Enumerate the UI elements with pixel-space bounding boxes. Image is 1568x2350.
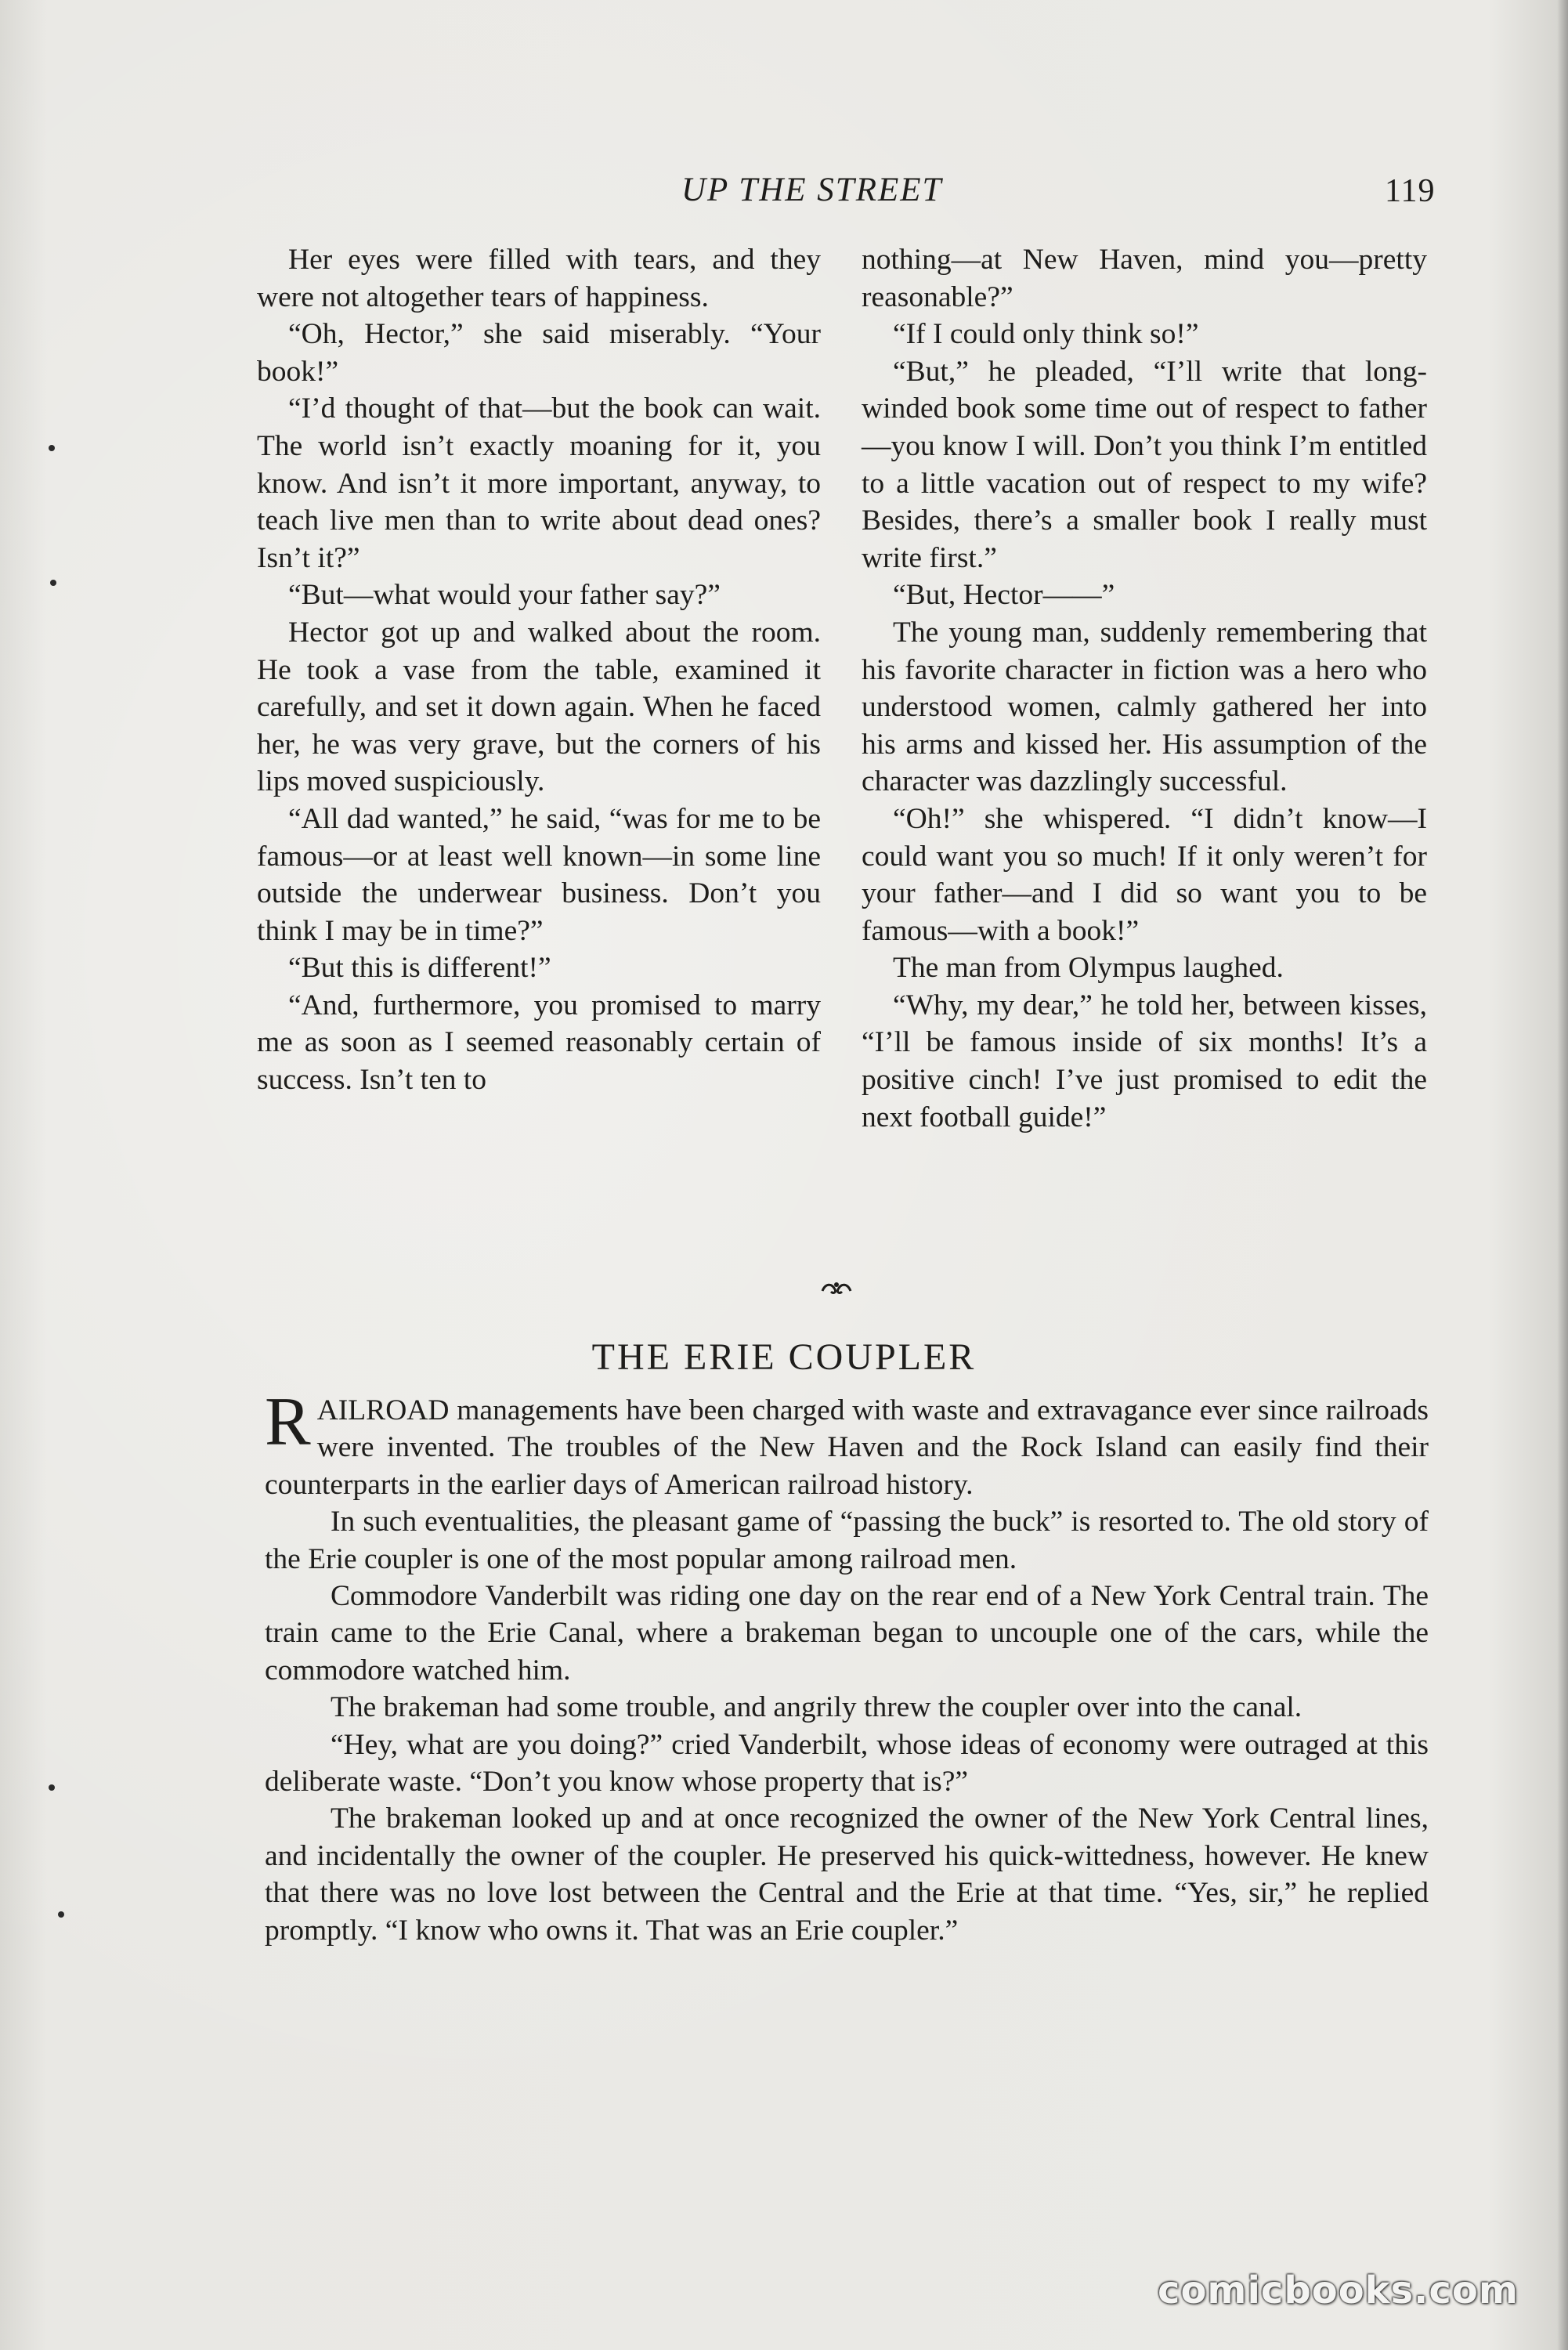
paragraph: “Oh!” she whispered. “I didn’t know—I could want you so much! If it only weren’t for your father—and I did so want you to be famous—with a book!” (862, 802, 1427, 947)
section-ornament-icon (819, 1278, 854, 1297)
paragraph: “Oh, Hector,” she said miserably. “Your book!” (257, 318, 821, 388)
paragraph: “But—what would your father say?” (288, 579, 721, 612)
right-column (862, 241, 1427, 1136)
paragraph: “But this is different!” (288, 952, 551, 985)
paragraph: In such eventualities, the pleasant game of “passing the buck” is resorted to. The old story of the Erie coupler is one of the most popular among railroad men. (265, 1506, 1429, 1575)
article-body (265, 1384, 1429, 1949)
continuation-paragraph: nothing—at New Haven, mind you—pretty reasonable?” (862, 244, 1427, 313)
binding-hole-mark (50, 580, 56, 586)
binding-hole-mark (49, 1784, 55, 1791)
paragraph: “And, furthermore, you promised to marry me as soon as I seemed reasonably certain of success. Isn’t ten to (257, 989, 821, 1097)
drop-cap: R (265, 1384, 311, 1460)
paragraph: “I’d thought of that—but the book can wait. The world isn’t exactly moaning for it, you know. And isn’t it more important, anyway, to teach live men than to write about dead ones? Isn’t it?” (257, 392, 821, 574)
paragraph: “If I could only think so!” (893, 318, 1199, 351)
running-title: UP THE STREET (681, 172, 943, 208)
first-paragraph-text: AILROAD managements have been charged with waste and extravagance ever since railroads were invented. The troubles of the New Haven and the Rock Island can easily find their counterparts in the earlier days of American railroad history. (265, 1394, 1429, 1501)
paragraph: “Hey, what are you doing?” cried Vanderbilt, whose ideas of economy were outraged at this deliberate waste. “Don’t you know whose property that is?” (265, 1728, 1429, 1799)
paragraph: Hector got up and walked about the room. He took a vase from the table, examined it carefully, and set it down again. When he faced her, he was very grave, but the corners of his lips moved suspiciously. (257, 616, 821, 798)
paragraph: The young man, suddenly remembering that his favorite character in fiction was a hero who understood women, calmly gathered her into his arms and kissed her. His assumption of the character was dazzlingly successful. (862, 616, 1427, 798)
paragraph: “But,” he pleaded, “I’ll write that long-winded book some time out of respect to father—you know I will. Don’t you think I’m entitled to a little vacation out of respect to my wife? Besides, there’s a smaller book I really must write first.” (862, 355, 1427, 574)
paragraph: Commodore Vanderbilt was riding one day on the rear end of a New York Central train. The train came to the Erie Canal, where a brakeman began to uncouple one of the cars, while the commodore watched him. (265, 1580, 1429, 1687)
paragraph: “Why, my dear,” he told her, between kisses, “I’ll be famous inside of six months! It’s a positive cinch! I’ve just promised to edit the next football guide!” (862, 989, 1427, 1133)
watermark-logo: comicbooks.com (1158, 2269, 1519, 2312)
paragraph: “But, Hector——” (893, 579, 1115, 612)
page-edge-shadow (1557, 0, 1568, 2350)
page-header (0, 171, 1568, 218)
paragraph: The man from Olympus laughed. (893, 952, 1284, 985)
paragraph: “All dad wanted,” he said, “was for me to be famous—or at least well known—in some line outside the underwear business. Don’t you think I may be in time?” (257, 802, 821, 947)
paragraph: Her eyes were filled with tears, and they were not altogether tears of happiness. (257, 244, 821, 313)
binding-hole-mark (58, 1911, 64, 1918)
paragraph: The brakeman had some trouble, and angrily threw the coupler over into the canal. (331, 1691, 1302, 1724)
paragraph: The brakeman looked up and at once recognized the owner of the New York Central lines, and incidentally the owner of the coupler. He preserved his quick-wittedness, however. He knew that there was no love lost between the Central and the Erie at that time. “Yes, sir,” he replied promptly. “I know who owns it. That was an Erie coupler.” (265, 1802, 1429, 1947)
first-paragraph (265, 1384, 1429, 1503)
left-column (257, 241, 821, 1099)
page-number: 119 (1385, 173, 1436, 209)
binding-hole-mark (49, 445, 55, 451)
article-title: THE ERIE COUPLER (591, 1336, 977, 1378)
